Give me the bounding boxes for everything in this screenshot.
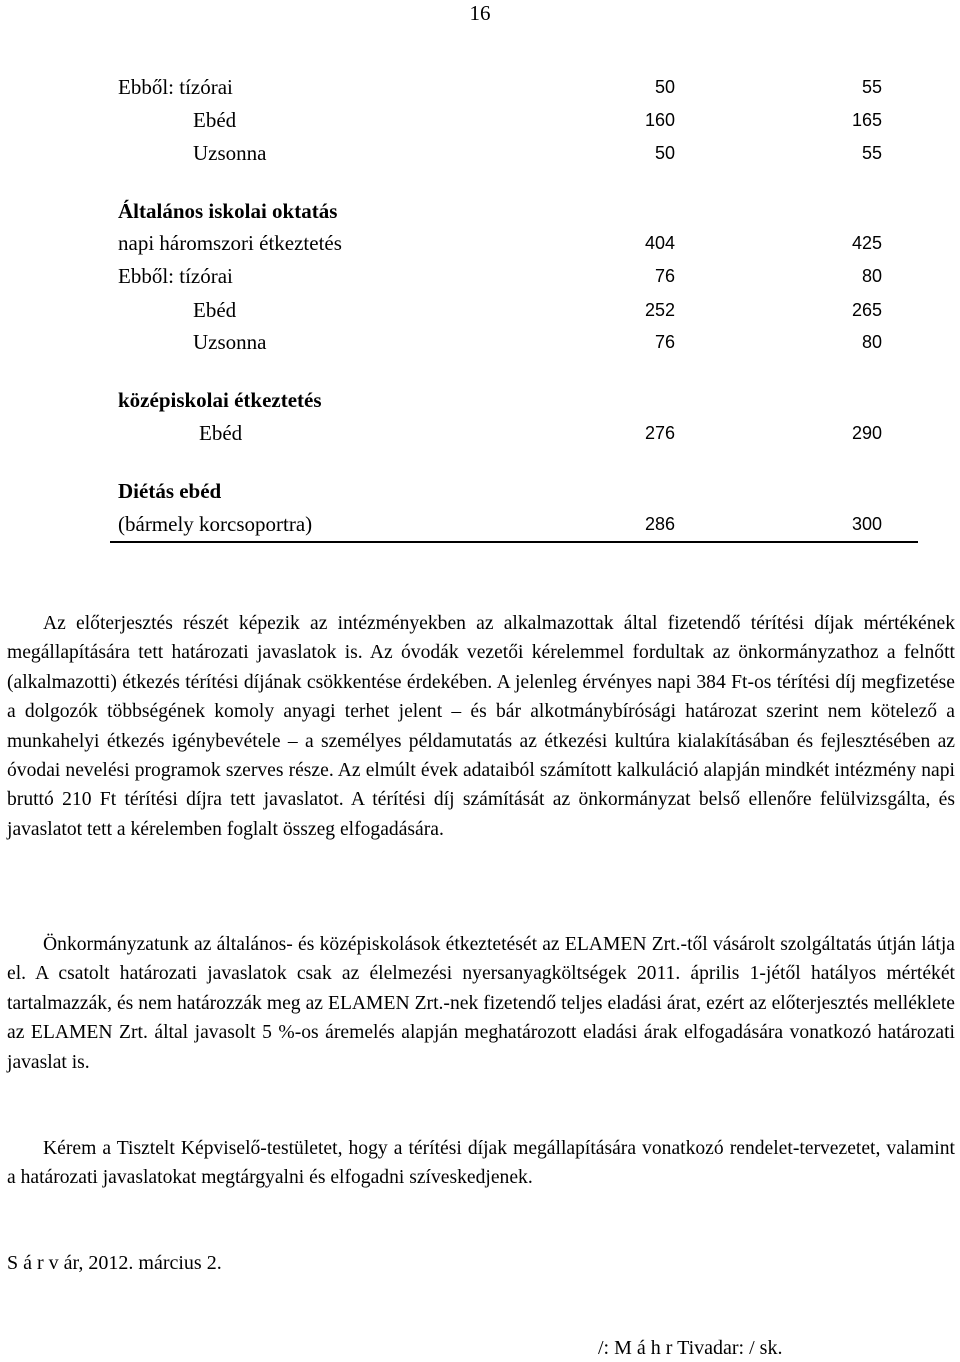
paragraph-2: Önkormányzatunk az általános- és középiskolások étkeztetését az ELAMEN Zrt.-től vásárolt szolgáltatás útján látja el. A csatolt határozati javaslatok csak az élelmezési nyersanyagköltségek 2011. április 1-jétől hatályos mértékét tartalmazzák, és nem határozzák meg az ELAMEN Zrt.-nek fizetendő teljes eladási árat, ezért az előterjesztés melléklete az ELAMEN Zrt. által javasolt 5 %-os áremelés alapján meghatározott eladási árak elfogadására vonatkozó határozati javaslat is. bbox=[7, 934, 955, 1073]
value-col-2: 425 bbox=[851, 233, 882, 253]
value-col-1: 286 bbox=[644, 514, 675, 534]
value-col-1: 76 bbox=[654, 332, 675, 352]
date-line: S á r v ár, 2012. március 2. bbox=[7, 1252, 222, 1274]
row-label: Ebéd bbox=[193, 108, 237, 132]
value-col-1: 50 bbox=[654, 143, 675, 163]
section-heading: középiskolai étkeztetés bbox=[118, 388, 322, 412]
table-bottom-rule bbox=[110, 541, 918, 543]
value-col-1: 50 bbox=[654, 77, 675, 97]
value-col-2: 290 bbox=[851, 423, 882, 443]
row-label: Ebből: tízórai bbox=[118, 264, 233, 288]
row-label: napi háromszori étkeztetés bbox=[118, 231, 342, 255]
value-col-2: 300 bbox=[851, 514, 882, 534]
value-col-2: 265 bbox=[851, 300, 882, 320]
paragraph-1: Az előterjesztés részét képezik az intézményekben az alkalmazottak által fizetendő térítési díjak mértékének megállapítására tett határozati javaslatok is. Az óvodák vezetői kérelemmel fordultak az önkormányzathoz a felnőtt (alkalmazotti) étkezés térítési díjának csökkentése érdekében. A jelenleg érvényes napi 384 Ft-os térítési díj megfizetése a dolgozók többségének komoly anyagi terhet jelent – és bár alkotmánybírósági határozat szerint nem kötelező a munkahelyi étkezés igénybevétele – a személyes példamutatás az étkezési kultúra kialakításában és fejlesztésében az óvodai nevelési programok szerves része. Az elmúlt évek adataiból számított kalkuláció alapján mindkét intézmény napi bruttó 210 Ft térítési díjra tett javaslatot. A térítési díj számítását az önkormányzat belső ellenőre felülvizsgálta, és javaslatot tett a kérelemben foglalt összeg elfogadására. bbox=[7, 613, 955, 840]
value-col-2: 80 bbox=[861, 266, 882, 286]
section-heading: Általános iskolai oktatás bbox=[118, 199, 338, 223]
value-col-1: 160 bbox=[644, 110, 675, 130]
row-label: (bármely korcsoportra) bbox=[118, 512, 313, 536]
paragraph-3: Kérem a Tisztelt Képviselő-testületet, hogy a térítési díjak megállapítására vonatkozó rendelet-tervezetet, valamint a határozati javaslatokat megtárgyalni és elfogadni szíveskedjenek. bbox=[7, 1138, 955, 1189]
value-col-1: 276 bbox=[644, 423, 675, 443]
value-col-2: 55 bbox=[861, 143, 882, 163]
value-col-2: 55 bbox=[861, 77, 882, 97]
value-col-1: 76 bbox=[654, 266, 675, 286]
row-label: Uzsonna bbox=[193, 330, 267, 354]
value-col-1: 252 bbox=[644, 300, 675, 320]
value-col-2: 80 bbox=[861, 332, 882, 352]
value-col-1: 404 bbox=[644, 233, 675, 253]
row-label: Ebből: tízórai bbox=[118, 75, 233, 99]
section-heading: Diétás ebéd bbox=[118, 479, 222, 503]
row-label: Ebéd bbox=[193, 298, 237, 322]
page-number: 16 bbox=[469, 1, 491, 25]
row-label: Ebéd bbox=[199, 421, 243, 445]
value-col-2: 165 bbox=[851, 110, 882, 130]
row-label: Uzsonna bbox=[193, 141, 267, 165]
signature-line: /: M á h r Tivadar: / sk. bbox=[598, 1337, 783, 1359]
